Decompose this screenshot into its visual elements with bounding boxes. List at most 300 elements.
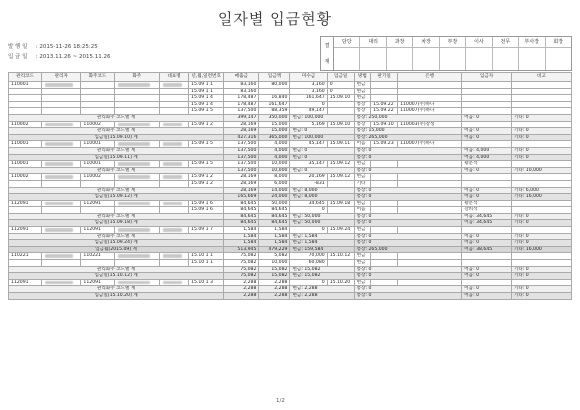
total-cell: 어음: 4,000 — [462, 147, 512, 154]
table-cell — [462, 180, 512, 187]
daily-total-row — [9, 293, 572, 300]
table-cell — [114, 200, 160, 207]
table-row — [9, 227, 572, 234]
table-cell: -831 — [290, 180, 327, 187]
approval-side-top: 결 — [324, 42, 330, 49]
table-cell: 통장 — [354, 121, 371, 128]
total-cell: 통장: 0 — [354, 220, 462, 227]
total-label: 관리화주 코드별 계 — [9, 167, 224, 174]
daily-total-row — [9, 240, 572, 247]
approval-role: 차장 — [413, 37, 438, 48]
table-cell — [511, 95, 571, 102]
issue-date — [8, 42, 98, 50]
total-cell: 통장: 0 — [354, 154, 462, 161]
total-cell: 통장: 0 — [354, 194, 462, 201]
table-row — [9, 174, 572, 181]
approval-sign-box — [360, 48, 385, 70]
table-cell — [462, 88, 512, 95]
table-cell — [511, 200, 571, 207]
total-label: 입금일[15.09.12] 계 — [9, 194, 224, 201]
table-cell — [371, 82, 398, 89]
column-header: 대표명 — [160, 73, 189, 82]
total-cell: 기타: 0 — [511, 286, 571, 293]
table-row — [9, 108, 572, 115]
total-cell: 현금: 50,000 — [290, 220, 354, 227]
column-header: 입금자 — [462, 73, 512, 82]
total-cell: 통장: 0 — [354, 273, 462, 280]
approval-role: 회장 — [546, 37, 571, 48]
table-cell: 28,169 — [224, 174, 259, 181]
table-cell — [114, 121, 160, 128]
total-cell: 통장: 265,000 — [354, 134, 462, 141]
table-cell: 161,647 — [290, 95, 327, 102]
total-cell: 현금: 0 — [290, 154, 354, 161]
total-cell: 어음: 34,645 — [462, 213, 512, 220]
total-cell: 기타: 0 — [511, 134, 571, 141]
table-cell — [398, 200, 462, 207]
subtotal-row — [9, 286, 572, 293]
table-cell: 5,082 — [259, 253, 290, 260]
table-cell: 3,160 — [290, 82, 327, 89]
table-cell — [511, 88, 571, 95]
table-cell — [114, 207, 160, 214]
table-cell — [160, 82, 189, 89]
total-cell: 15,000 — [259, 128, 290, 135]
table-cell — [462, 82, 512, 89]
total-cell: 현금: 1,584 — [290, 240, 354, 247]
table-cell — [81, 88, 114, 95]
subtotal-row — [9, 128, 572, 135]
table-cell: 황문석 — [462, 161, 512, 168]
subtotal-row — [9, 187, 572, 194]
total-cell: 2,288 — [259, 286, 290, 293]
table-row — [9, 279, 572, 286]
table-cell: 15.09.24 — [327, 227, 354, 234]
total-cell: 2,288 — [224, 293, 259, 300]
subtotal-row — [9, 213, 572, 220]
table-cell: 110007(주)하다 — [398, 141, 462, 148]
table-cell — [398, 95, 462, 102]
table-cell: 137,500 — [224, 108, 259, 115]
table-body — [9, 82, 572, 300]
total-cell: 통장: 0 — [354, 240, 462, 247]
table-cell — [327, 180, 354, 187]
table-cell — [511, 227, 571, 234]
total-cell: 현금: 15,082 — [290, 266, 354, 273]
approval-side-bottom: 재 — [324, 59, 330, 66]
approval-col — [387, 37, 413, 70]
table-cell: 현금 — [354, 279, 371, 286]
table-cell — [81, 207, 114, 214]
table-cell: 161,647 — [259, 101, 290, 108]
table-cell: 84,645 — [224, 200, 259, 207]
table-cell: 1,584 — [224, 227, 259, 234]
approval-role: 대리 — [360, 37, 385, 48]
total-label: 입금일[15.09.18] 계 — [9, 220, 224, 227]
approval-col — [466, 37, 492, 70]
page-number: 1/2 — [276, 398, 285, 404]
table-cell: 15.09.23 — [371, 141, 398, 148]
total-cell: 84,645 — [259, 220, 290, 227]
table-cell — [42, 207, 81, 214]
table-cell — [462, 279, 512, 286]
monthly-total-row — [9, 246, 572, 253]
total-cell: 통장: 250,000 — [354, 114, 462, 121]
total-cell: 현금: 50,000 — [290, 213, 354, 220]
table-cell: 15.09 1 1 — [189, 82, 224, 89]
total-cell: 현금: 100,000 — [290, 114, 354, 121]
table-cell: 통장 — [354, 101, 371, 108]
table-cell — [81, 95, 114, 102]
table-cell: 0 — [290, 207, 327, 214]
table-cell: 178,487 — [224, 95, 259, 102]
table-cell — [114, 174, 160, 181]
table-cell — [371, 227, 398, 234]
table-cell — [81, 82, 114, 89]
table-cell — [160, 101, 189, 108]
table-cell: 15.09 1 1 — [189, 88, 224, 95]
total-cell: 2,288 — [224, 286, 259, 293]
table-cell — [114, 253, 160, 260]
table-cell — [114, 141, 160, 148]
approval-sign-box — [440, 48, 465, 70]
total-cell: 기타: 0 — [511, 233, 571, 240]
table-cell: 16,840 — [259, 95, 290, 102]
table-cell: 112091 — [9, 227, 42, 234]
table-cell — [371, 253, 398, 260]
total-cell: 10,000 — [259, 167, 290, 174]
total-cell: 기타: 16,000 — [511, 194, 571, 201]
column-header: 화주코드 — [81, 73, 114, 82]
total-cell: 1,584 — [224, 240, 259, 247]
table-cell — [371, 180, 398, 187]
table-cell — [114, 227, 160, 234]
column-header: 매출금 — [224, 73, 259, 82]
table-row — [9, 161, 572, 168]
table-cell — [160, 161, 189, 168]
table-cell — [160, 121, 189, 128]
approval-sign-box — [334, 48, 359, 70]
total-label: 관리화주 코드별 계 — [9, 286, 224, 293]
total-cell: 기타: 10,000 — [511, 167, 571, 174]
table-cell — [511, 180, 571, 187]
table-cell — [42, 101, 81, 108]
approval-col — [413, 37, 439, 70]
total-cell: 어음: 0 — [462, 167, 512, 174]
total-cell: 현금: 0 — [290, 147, 354, 154]
table-cell — [9, 260, 42, 267]
total-cell: 기타: 6,000 — [511, 187, 571, 194]
daily-total-row — [9, 134, 572, 141]
table-cell — [81, 101, 114, 108]
approval-role: 담당 — [334, 37, 359, 48]
table-cell: 15.09.10 — [327, 95, 354, 102]
table-cell: 어음 — [354, 141, 371, 148]
total-cell: 어음: 0 — [462, 233, 512, 240]
subtotal-row — [9, 114, 572, 121]
table-row — [9, 180, 572, 187]
table-cell: 현금 — [354, 161, 371, 168]
approval-role: 전무 — [493, 37, 518, 48]
table-row — [9, 253, 572, 260]
table-cell: 0 — [327, 88, 354, 95]
total-label: 입금일[15.10.12] 계 — [9, 273, 224, 280]
table-cell — [511, 161, 571, 168]
table-cell: 0 — [290, 279, 327, 286]
total-cell: 84,645 — [259, 213, 290, 220]
table-cell — [160, 260, 189, 267]
total-cell: 어음: 0 — [462, 266, 512, 273]
table-cell — [462, 121, 512, 128]
table-cell — [160, 174, 189, 181]
table-cell: 어음 — [354, 207, 371, 214]
table-cell — [371, 161, 398, 168]
total-cell: 15,082 — [259, 266, 290, 273]
table-cell — [462, 101, 512, 108]
total-cell: 어음: 4,000 — [462, 154, 512, 161]
table-cell: 110007(주)하다 — [398, 108, 462, 115]
table-cell — [398, 161, 462, 168]
column-header: 방법 — [354, 73, 371, 82]
approval-sign-box — [387, 48, 412, 70]
table-cell: 110001 — [81, 161, 114, 168]
total-cell: 기타: 0 — [511, 213, 571, 220]
table-cell: 15.10 1 1 — [189, 253, 224, 260]
total-label: 관리화주 코드별 계 — [9, 147, 224, 154]
total-cell: 350,000 — [259, 114, 290, 121]
table-cell — [327, 260, 354, 267]
column-header: 관리코드 — [9, 73, 42, 82]
table-cell — [398, 207, 462, 214]
total-cell: 399,147 — [224, 114, 259, 121]
table-cell — [511, 108, 571, 115]
table-cell: 15.09.12 — [327, 174, 354, 181]
table-cell: 2,288 — [224, 279, 259, 286]
table-cell — [42, 253, 81, 260]
table-cell — [371, 279, 398, 286]
table-cell — [160, 279, 189, 286]
table-cell — [114, 95, 160, 102]
table-cell — [114, 108, 160, 115]
table-cell: 2,288 — [259, 279, 290, 286]
table-cell — [9, 207, 42, 214]
table-cell: 10,000 — [259, 260, 290, 267]
total-cell: 513,945 — [224, 246, 259, 253]
total-cell: 24,000 — [259, 194, 290, 201]
total-cell: 기타: 0 — [511, 273, 571, 280]
table-cell — [398, 227, 462, 234]
table-row — [9, 101, 572, 108]
table-cell: 84,645 — [224, 207, 259, 214]
table-cell — [42, 200, 81, 207]
daily-total-row — [9, 154, 572, 161]
total-label: 관리화주 코드별 계 — [9, 187, 224, 194]
table-cell: 112091 — [81, 279, 114, 286]
total-cell: 어음: 0 — [462, 286, 512, 293]
table-cell: 15.09 1 5 — [189, 161, 224, 168]
table-cell: 15,000 — [259, 121, 290, 128]
table-cell: 15.10 1 1 — [189, 260, 224, 267]
table-row — [9, 200, 572, 207]
column-header: 비고 — [511, 73, 571, 82]
total-label: 관리화주 코드별 계 — [9, 128, 224, 135]
table-cell: 1,584 — [259, 227, 290, 234]
total-cell: 현금: 2,288 — [290, 286, 354, 293]
table-cell — [462, 174, 512, 181]
table-cell: 15.09 1 4 — [189, 101, 224, 108]
table-cell: 70,000 — [290, 253, 327, 260]
table-cell: 112091 — [9, 279, 42, 286]
table-cell — [371, 260, 398, 267]
total-cell: 기타: 0 — [511, 240, 571, 247]
total-label: 관리화주 코드별 계 — [9, 233, 224, 240]
table-cell: 83,160 — [224, 82, 259, 89]
table-cell: 110002 — [81, 121, 114, 128]
total-cell: 15,082 — [259, 273, 290, 280]
total-label: 입금일[15.09.11] 계 — [9, 154, 224, 161]
daily-total-row — [9, 194, 572, 201]
total-label: 입금월[2015.09] 계 — [9, 246, 224, 253]
table-cell — [42, 108, 81, 115]
approval-side-label — [321, 37, 334, 70]
deposit-table — [8, 72, 572, 300]
table-cell — [114, 279, 160, 286]
table-cell: 110002 — [81, 174, 114, 181]
total-cell: 현금: 159,584 — [290, 246, 354, 253]
table-cell: 15.09.11 — [327, 141, 354, 148]
total-cell: 기타: 0 — [511, 266, 571, 273]
total-cell: 137,500 — [224, 147, 259, 154]
table-cell: 15.09 1 2 — [189, 180, 224, 187]
table-cell — [511, 82, 571, 89]
table-cell: 110001 — [81, 141, 114, 148]
table-cell — [160, 180, 189, 187]
table-cell: 15.10 1 3 — [189, 279, 224, 286]
table-cell — [42, 121, 81, 128]
table-cell: 현금 — [354, 88, 371, 95]
subtotal-row — [9, 233, 572, 240]
total-cell: 통장: 0 — [354, 233, 462, 240]
total-cell: 통장: 0 — [354, 286, 462, 293]
table-cell: 15.09 1 4 — [189, 95, 224, 102]
report-title: 일자별 입금현황 — [217, 10, 333, 28]
table-cell — [160, 95, 189, 102]
total-cell: 현금: 15,082 — [290, 273, 354, 280]
approval-sign-box — [493, 48, 518, 70]
column-header: 판기일 — [371, 73, 398, 82]
total-cell: 165,669 — [224, 194, 259, 201]
total-cell: 통장: 0 — [354, 266, 462, 273]
table-cell: 112091 — [81, 200, 114, 207]
total-cell: 1,584 — [259, 233, 290, 240]
table-cell — [9, 95, 42, 102]
approval-role: 부장 — [440, 37, 465, 48]
total-cell: 기타: 0 — [511, 147, 571, 154]
table-cell: 3,160 — [290, 88, 327, 95]
table-cell — [462, 227, 512, 234]
total-cell: 현금: 8,000 — [290, 187, 354, 194]
table-cell: 15.10.12 — [327, 253, 354, 260]
approval-role: 과장 — [387, 37, 412, 48]
table-cell — [462, 108, 512, 115]
table-cell: 0 — [290, 101, 327, 108]
table-cell — [462, 95, 512, 102]
table-cell: 112091 — [81, 227, 114, 234]
total-label: 관리화주 코드별 계 — [9, 114, 224, 121]
total-cell: 현금: 100,000 — [290, 134, 354, 141]
column-header: 화주 — [114, 73, 160, 82]
table-cell: 28,169 — [224, 121, 259, 128]
table-cell: 110221 — [9, 253, 42, 260]
table-cell — [42, 227, 81, 234]
table-cell — [462, 141, 512, 148]
table-cell — [42, 174, 81, 181]
deposit-period — [8, 52, 110, 60]
table-cell: 60,080 — [290, 260, 327, 267]
subtotal-row — [9, 147, 572, 154]
approval-columns — [334, 37, 571, 70]
table-cell: 15.09.22 — [371, 108, 398, 115]
total-label: 입금일[15.09.10] 계 — [9, 134, 224, 141]
table-cell — [9, 101, 42, 108]
table-cell: 110001 — [9, 161, 42, 168]
table-cell — [327, 207, 354, 214]
total-cell: 75,082 — [224, 266, 259, 273]
table-cell: 88,359 — [259, 108, 290, 115]
approval-sign-box — [519, 48, 544, 70]
table-cell — [160, 207, 189, 214]
column-header: 입금액 — [259, 73, 290, 82]
table-cell: 현금 — [354, 227, 371, 234]
total-cell: 2,288 — [259, 293, 290, 300]
table-cell: 4,000 — [259, 141, 290, 148]
total-cell: 통장: 0 — [354, 293, 462, 300]
table-cell — [160, 227, 189, 234]
table-cell: 110007(주)하다 — [398, 101, 462, 108]
table-cell: 현금 — [354, 253, 371, 260]
table-cell: 35,147 — [290, 161, 327, 168]
table-cell: 6,000 — [259, 180, 290, 187]
table-cell — [9, 108, 42, 115]
table-cell — [160, 253, 189, 260]
total-cell: 4,000 — [259, 154, 290, 161]
table-cell — [42, 88, 81, 95]
total-cell: 어음: 0 — [462, 187, 512, 194]
total-cell: 어음: 0 — [462, 114, 512, 121]
table-cell — [511, 260, 571, 267]
table-cell: 현금 — [354, 82, 371, 89]
table-cell — [42, 141, 81, 148]
table-cell — [511, 101, 571, 108]
total-cell: 84,645 — [224, 213, 259, 220]
table-cell — [398, 88, 462, 95]
table-cell: 15.09.18 — [327, 200, 354, 207]
table-cell — [160, 88, 189, 95]
subtotal-row — [9, 266, 572, 273]
table-cell — [511, 174, 571, 181]
total-cell: 479,229 — [259, 246, 290, 253]
total-cell: 어음: 0 — [462, 128, 512, 135]
total-cell: 어음: 34,645 — [462, 220, 512, 227]
total-cell: 어음: 0 — [462, 293, 512, 300]
table-cell: 75,082 — [224, 253, 259, 260]
table-cell: 110221 — [81, 253, 114, 260]
total-cell: 137,500 — [224, 167, 259, 174]
total-cell: 통장: 0 — [354, 147, 462, 154]
table-cell — [42, 161, 81, 168]
table-cell — [42, 180, 81, 187]
table-cell — [398, 82, 462, 89]
